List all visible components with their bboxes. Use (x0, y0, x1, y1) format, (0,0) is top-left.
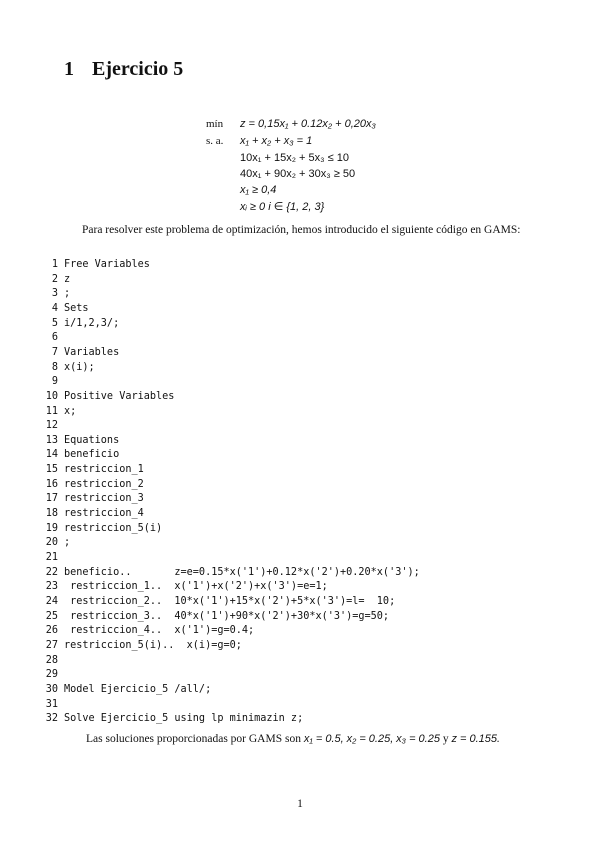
code-text: Positive Variables (64, 390, 175, 402)
code-text: restriccion_1.. x('1')+x('2')+x('3')=e=1; (64, 581, 328, 593)
code-text: i/1,2,3/; (64, 317, 120, 329)
line-number: 28 (45, 654, 58, 666)
line-number: 7 (51, 346, 58, 358)
code-line (40, 331, 64, 346)
code-line (40, 302, 89, 317)
code-line (40, 551, 64, 566)
line-number: 3 (51, 288, 58, 300)
code-line (40, 580, 328, 595)
code-line (40, 434, 119, 449)
code-line (40, 287, 70, 302)
code-text: beneficio.. z=e=0.15*x('1')+0.12*x('2')+0.20*x('3'); (64, 566, 420, 578)
line-number: 26 (45, 625, 58, 637)
code-line (40, 668, 64, 683)
code-text: x; (64, 405, 77, 417)
line-number: 8 (51, 361, 58, 373)
code-text: restriccion_3.. 40*x('1')+90*x('2')+30*x('3')=g=50; (64, 610, 390, 622)
code-text: restriccion_2 (64, 478, 144, 490)
formulation-label: s. a. (206, 135, 224, 147)
section-number: 1 (64, 58, 74, 80)
code-line (40, 624, 254, 639)
code-line (40, 610, 389, 625)
code-line (40, 698, 64, 713)
line-number: 23 (45, 581, 58, 593)
code-line (40, 654, 64, 669)
code-line (40, 258, 150, 273)
code-text: Variables (64, 346, 120, 358)
objective-function: z = 0,15x₁ + 0.12x₂ + 0,20x₃ (240, 118, 376, 130)
line-number: 5 (51, 317, 58, 329)
line-number: 32 (45, 713, 58, 725)
line-number: 14 (45, 449, 58, 461)
line-number: 16 (45, 478, 58, 490)
section-title (64, 58, 183, 81)
solution-x1: x₁ = 0.5, (303, 733, 344, 745)
line-number: 1 (51, 259, 58, 270)
code-text: restriccion_5(i) (64, 522, 163, 534)
code-line (40, 463, 144, 478)
code-line (40, 405, 76, 420)
line-number: 22 (45, 566, 58, 578)
solution-x3: x₃ = 0.25 (396, 733, 440, 745)
code-line (40, 566, 420, 581)
code-line (40, 683, 211, 698)
code-line (40, 492, 144, 507)
line-number: 24 (45, 595, 58, 607)
code-text: restriccion_2.. 10*x('1')+15*x('2')+5*x('3')=l= 10; (64, 595, 396, 607)
line-number: 11 (45, 405, 58, 417)
line-number: 2 (51, 273, 58, 285)
code-line (40, 375, 64, 390)
code-text: Equations (64, 434, 120, 446)
constraint-expr: xᵢ ≥ 0 i ∈ {1, 2, 3} (240, 201, 325, 213)
line-number: 13 (45, 434, 58, 446)
constraint-expr: x₁ ≥ 0,4 (240, 184, 277, 196)
line-number: 18 (45, 508, 58, 520)
code-text: beneficio (64, 449, 120, 461)
code-line (40, 361, 95, 376)
line-number: 31 (45, 698, 58, 710)
code-text: Sets (64, 302, 89, 314)
line-number: 9 (51, 376, 58, 388)
code-text: restriccion_4 (64, 508, 144, 520)
code-text: restriccion_1 (64, 464, 144, 476)
line-number: 19 (45, 522, 58, 534)
solution-x2: x₂ = 0.25, (346, 733, 394, 745)
line-number: 17 (45, 493, 58, 505)
line-number: 4 (51, 302, 58, 314)
code-text: z (64, 273, 71, 285)
code-text: x(i); (64, 361, 95, 373)
line-number: 12 (45, 420, 58, 432)
line-number: 10 (45, 390, 58, 402)
code-line (40, 712, 303, 727)
line-number: 20 (45, 537, 58, 549)
code-line (40, 390, 174, 405)
code-line (40, 346, 119, 361)
line-number: 6 (51, 332, 58, 344)
code-line (40, 522, 162, 537)
line-number: 21 (45, 552, 58, 563)
code-text: Model Ejercicio_5 /all/; (64, 683, 212, 695)
code-line (40, 419, 64, 434)
code-text: ; (64, 537, 71, 549)
line-number: 25 (45, 610, 58, 622)
code-text: ; (64, 288, 71, 300)
code-line (40, 595, 395, 610)
code-line (40, 317, 119, 332)
code-text: restriccion_5(i).. x(i)=g=0; (64, 639, 242, 651)
solutions-conj: y (442, 733, 449, 745)
code-line (40, 273, 70, 288)
line-number: 30 (45, 683, 58, 695)
formulation-label: mín (206, 118, 224, 130)
constraint-expr: 10x₁ + 15x₂ + 5x₃ ≤ 10 (240, 152, 350, 164)
solutions-paragraph (86, 733, 500, 745)
line-number: 29 (45, 669, 58, 681)
code-line (40, 639, 242, 654)
solutions-prefix: Las soluciones proporcionadas por GAMS son (86, 733, 301, 745)
page-number: 1 (297, 798, 303, 810)
intro-paragraph (60, 223, 538, 237)
line-number: 15 (45, 464, 58, 476)
constraint-expr: 40x₁ + 90x₂ + 30x₃ ≥ 50 (240, 168, 356, 180)
code-line (40, 478, 144, 493)
constraint-expr: x₁ + x₂ + x₃ = 1 (240, 135, 313, 147)
code-text: Solve Ejercicio_5 using lp minimazin z; (64, 713, 304, 725)
intro-text: Para resolver este problema de optimización, hemos introducido el siguiente código en GAMS: (82, 224, 521, 236)
code-text: restriccion_4.. x('1')=g=0.4; (64, 625, 255, 637)
code-line (40, 507, 144, 522)
line-number: 27 (45, 639, 58, 651)
code-text: restriccion_3 (64, 493, 144, 505)
code-line (40, 536, 70, 551)
code-text: Free Variables (64, 259, 150, 270)
code-line (40, 448, 119, 463)
solution-z: z = 0.155. (451, 733, 501, 745)
section-title-text: Ejercicio 5 (92, 58, 184, 80)
